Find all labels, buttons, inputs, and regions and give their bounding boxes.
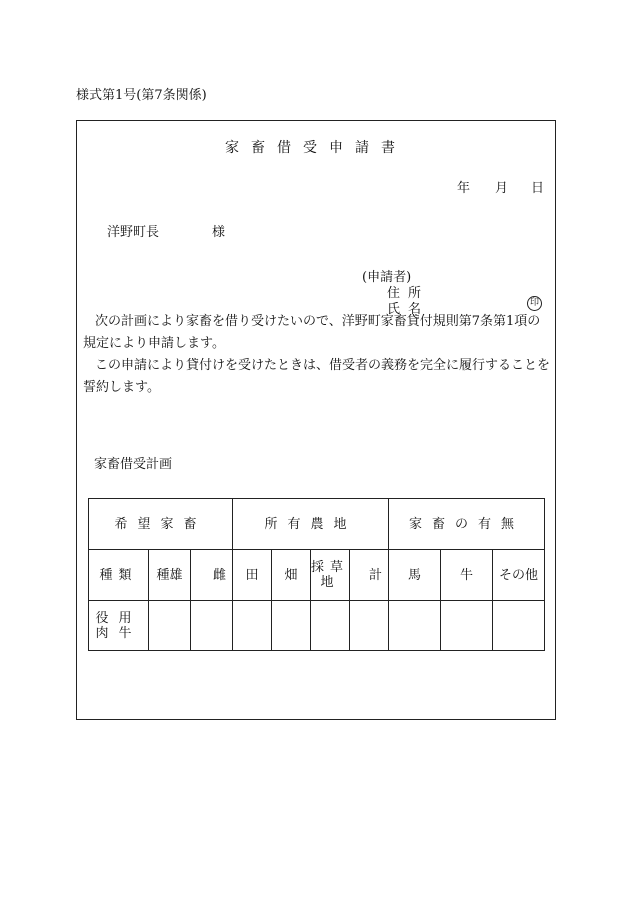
cell-dry-field[interactable] [272,601,311,651]
body-paragraph-1: 次の計画により家畜を借り受けたいので、洋野町家畜貸付規則第7条第1項の規定により申請します。 [83,314,541,351]
header-dry-field: 畑 [272,550,311,601]
header-total: 計 [350,550,389,601]
cell-grass-land[interactable] [311,601,350,651]
cell-total[interactable] [350,601,389,651]
group-header-desired-livestock: 希望家畜 [89,499,233,550]
cell-female[interactable] [191,601,233,651]
cell-horse[interactable] [389,601,441,651]
address-label: 住所 [387,286,430,301]
form-number: 様式第1号(第7条関係) [76,88,207,103]
applicant-label: (申請者) [362,270,412,285]
application-form-frame [76,120,556,720]
header-male: 種雄 [149,550,191,601]
name-label: 氏名 [387,302,430,317]
group-header-livestock-presence: 家畜の有無 [389,499,545,550]
header-other: その他 [493,550,545,601]
header-kind: 種類 [89,550,149,601]
body-paragraph-2: この申請により貸付けを受けたときは、借受者の義務を完全に履行することを誓約します。 [83,358,551,395]
header-cattle: 牛 [441,550,493,601]
header-grass-land: 採草 地 [311,550,350,601]
plan-heading: 家畜借受計画 [94,457,173,472]
cell-cattle[interactable] [441,601,493,651]
honorific: 様 [212,225,226,240]
date-month-label: 月 [495,181,509,196]
header-rice-field: 田 [233,550,272,601]
form-title: 家畜借受申請書 [225,140,407,156]
seal-icon: 印 [527,296,542,311]
livestock-plan-table [88,498,545,651]
cell-other[interactable] [493,601,545,651]
header-female: 雌 [191,550,233,601]
cell-rice-field[interactable] [233,601,272,651]
date-year-label: 年 [457,181,471,196]
cell-male[interactable] [149,601,191,651]
group-header-owned-farmland: 所有農地 [233,499,389,550]
row-label-draft-beef-cattle: 役用 肉牛 [89,601,149,651]
date-day-label: 日 [531,181,545,196]
addressee: 洋野町長 [107,225,160,240]
header-horse: 馬 [389,550,441,601]
